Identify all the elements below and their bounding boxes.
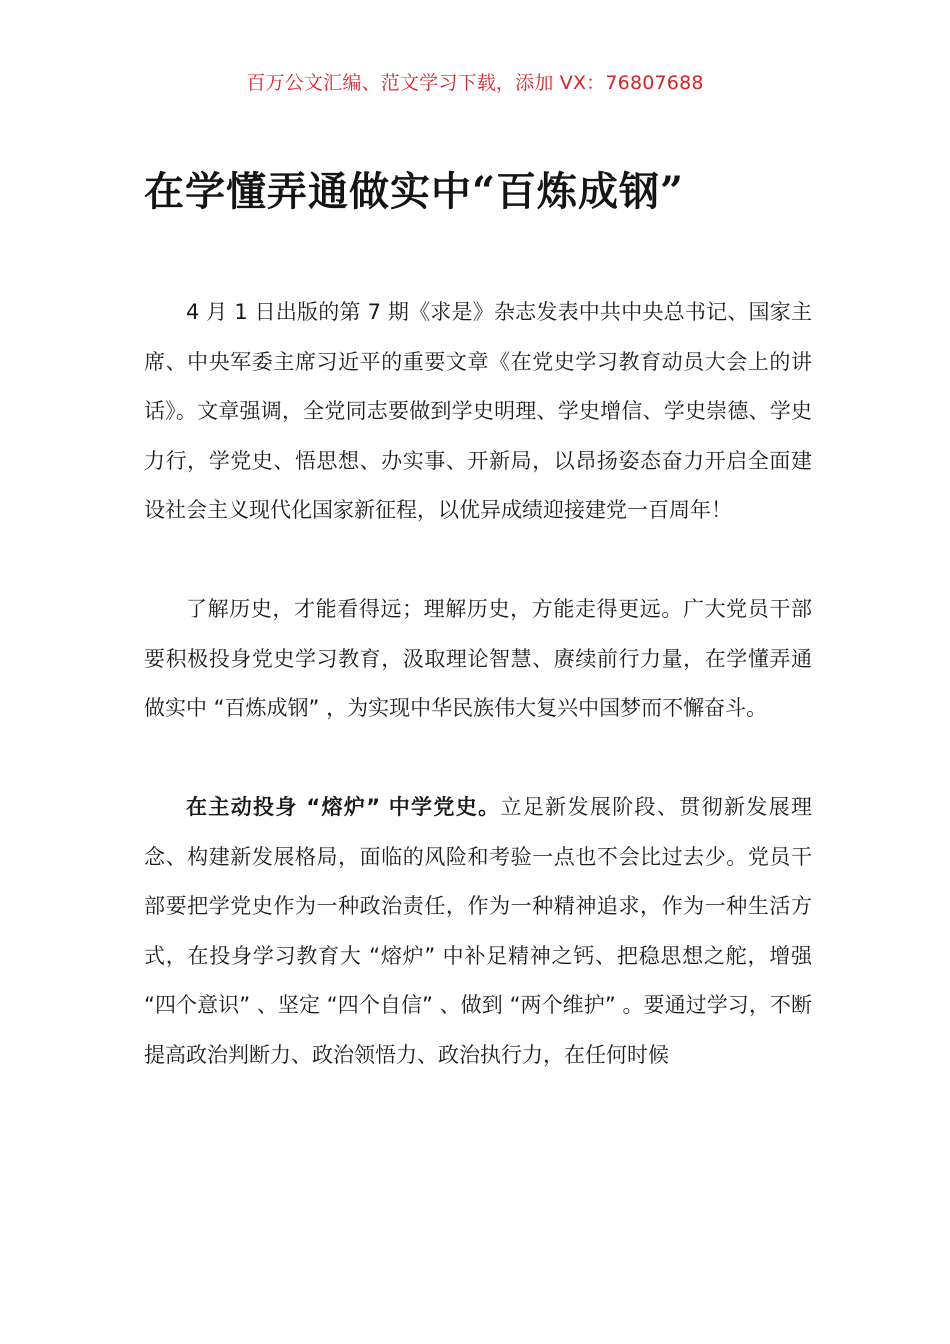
header-note: 百万公文汇编、范文学习下载，添加 VX：76807688 <box>246 72 704 94</box>
article-body <box>144 288 812 1130</box>
article-title: 在学懂弄通做实中“百炼成钢” <box>144 168 685 215</box>
paragraph-3 <box>144 783 812 1080</box>
paragraph-3-text: 立足新发展阶段、贯彻新发展理念、构建新发展格局，面临的风险和考验一点也不会比过去少。党员干部要把学党史作为一种政治责任，作为一种精神追求，作为一种生活方式，在投身学习教育大 “熔炉” 中补足精神之钙、把稳思想之舵，增强 “四个意识” 、坚定 “四个自信” 、做到 “两个维护” 。要通过学习，不断提高政治判断力、政治领悟力、政治执行力，在任何时候 <box>144 795 813 1067</box>
paragraph-3-lead: 在主动投身 “熔炉” 中学党史。 <box>186 795 501 819</box>
paragraph-1 <box>144 288 812 536</box>
paragraph-1-text: 4 月 1 日出版的第 7 期《求是》杂志发表中共中央总书记、国家主席、中央军委主席习近平的重要文章《在党史学习教育动员大会上的讲话》。文章强调，全党同志要做到学史明理、学史增信、学史崇德、学史力行，学党史、悟思想、办实事、开新局，以昂扬姿态奋力开启全面建设社会主义现代化国家新征程，以优异成绩迎接建党一百周年！ <box>144 300 812 522</box>
paragraph-2 <box>144 585 812 734</box>
paragraph-2-text: 了解历史，才能看得远；理解历史，方能走得更远。广大党员干部要积极投身党史学习教育，汲取理论智慧、赓续前行力量，在学懂弄通做实中 “百炼成钢” ，为实现中华民族伟大复兴中国梦而不懈奋斗。 <box>144 597 812 720</box>
